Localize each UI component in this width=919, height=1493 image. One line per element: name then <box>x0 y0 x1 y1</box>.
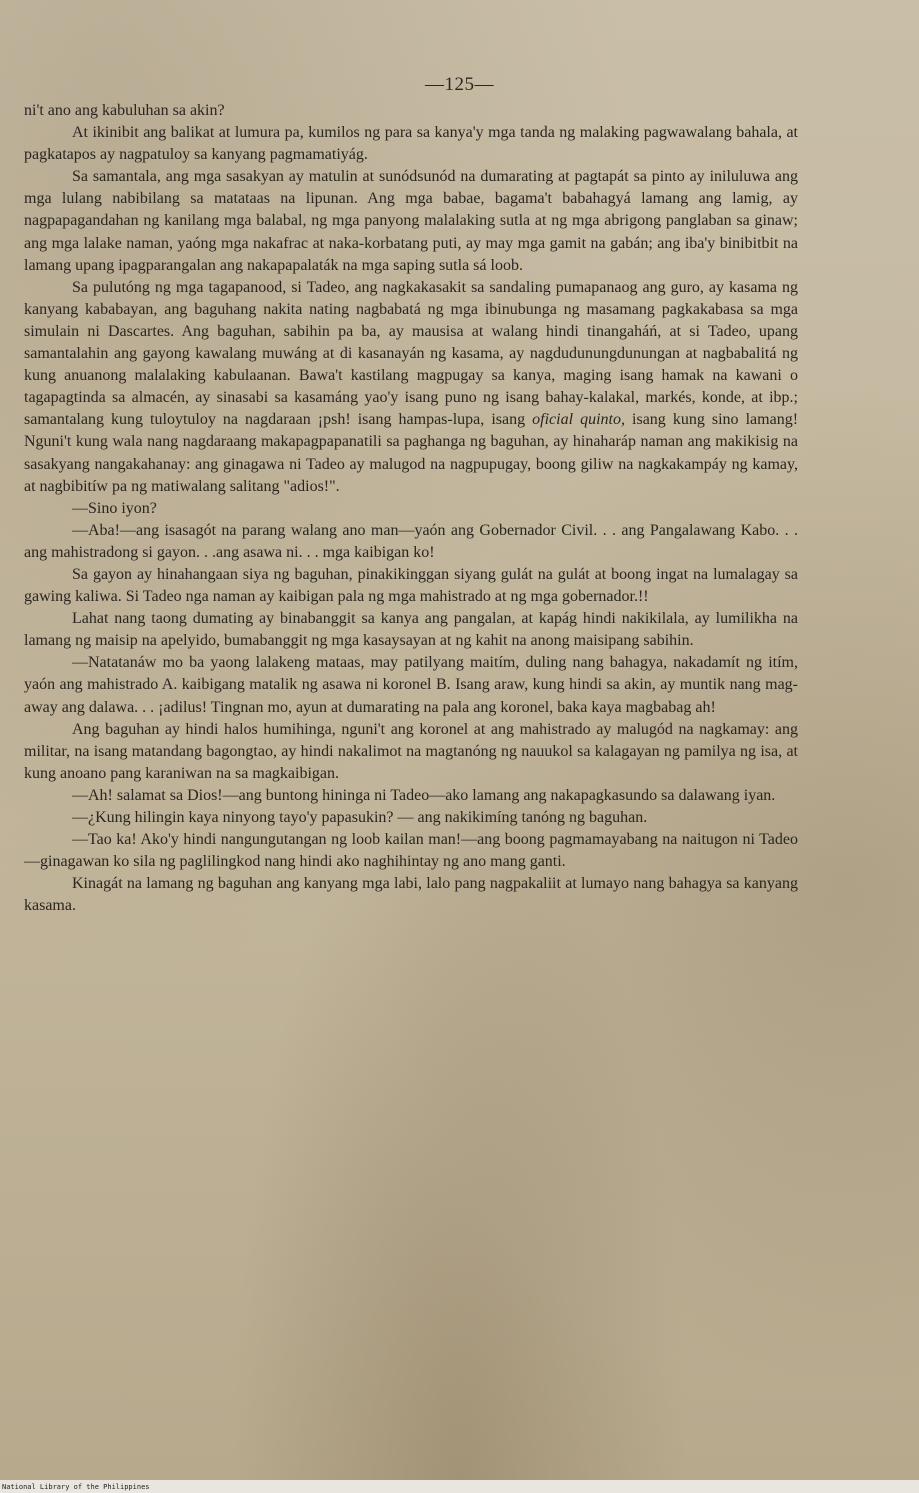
paragraph: ni't ano ang kabuluhan sa akin? <box>24 102 225 119</box>
paragraph: Sa samantala, ang mga sasakyan ay matulin at sunódsunód na dumarating at pagtapát sa pinto ay iniluluwa ang mga lulang nabibilang sa matataas na lipunan. Ang mga babae, bagama't babahagyá lamang ang lamig, ay nagpapagandahan ng kanilang mga balabal, ng mga panyong malalaking sutla at ng mga abrigong panglaban sa ginaw; ang mga lalake naman, yaóng mga nakafrac at naka-korbatang puti, ay may mga gamit na gabán; ang iba'y binibitbit na lamang upang ipagparangalan ang nakapapalaták na mga saping sutla sá loob. <box>24 168 798 274</box>
paragraph: —Natatanáw mo ba yaong lalakeng mataas, may patilyang maitím, duling nang bahagya, nakadamít ng itím, yaón ang mahistrado A. kaibigang matalik ng asawa ni koronel B. Isang araw, kung hindi sa akin, ay muntik nang mag-away ang dalawa. . . ¡adilus! Tingnan mo, ayun at dumarating na pala ang koronel, baka kaya magbabag ah! <box>24 654 798 716</box>
paragraph: —Aba!—ang isasagót na parang walang ano man—yaón ang Gobernador Civil. . . ang Pangalawang Kabo. . . ang mahistradong si gayon. . .ang asawa ni. . . mga kaibigan ko! <box>24 521 798 561</box>
paragraph: Sa gayon ay hinahangaan siya ng baguhan, pinakikinggan siyang gulát na gulát at boong ingat na lumalagay sa gawing kaliwa. Si Tadeo nga naman ay kaibigan pala ng mga mahistrado at ng mga gobernador.!! <box>24 565 798 606</box>
paragraph <box>24 277 798 498</box>
paragraph: —Sino iyon? <box>72 499 157 517</box>
paragraph: —Tao ka! Ako'y hindi nangungutangan ng loob kailan man!—ang boong pagmamayabang na naitugon ni Tadeo—ginagawan ko sila ng paglilingkod nang hindi ako naghihintay ng ano mang ganti. <box>24 831 798 871</box>
body-text <box>24 100 798 917</box>
paragraph: At ikinibit ang balikat at lumura pa, kumilos ng para sa kanya'y mga tanda ng malaking pagwawalang bahala, at pagkatapos ay nagpatuloy sa kanyang pagmamatiyág. <box>24 124 798 164</box>
paragraph: Kinagát na lamang ng baguhan ang kanyang mga labi, lalo pang nagpakaliit at lumayo nang bahagya sa kanyang kasama. <box>24 875 798 915</box>
italic-term: oficial quinto, <box>532 411 625 429</box>
paragraph: Lahat nang taong dumating ay binabanggit sa kanya ang pangalan, at kapág hindi nakikilala, ay lumilikha na lamang ng maisip na apelyido, bumabanggit ng mga kasaysayan at ng kahit na anong maisipang sabihin. <box>24 610 798 650</box>
paragraph: —Ah! salamat sa Dios!—ang buntong hininga ni Tadeo—ako lamang ang nakapagkasundo sa dalawang iyan. <box>72 786 776 804</box>
page-number: —125— <box>425 74 494 95</box>
paragraph: —¿Kung hilingin kaya ninyong tayo'y papasukin? — ang nakikimíng tanóng ng baguhan. <box>72 809 648 826</box>
paragraph: Ang baguhan ay hindi halos humihinga, nguni't ang koronel at ang mahistrado ay malugód na nagkamay: ang militar, na isang matandang bagongtao, ay hindi nakalimot na magtanóng ng nauukol sa kalagayan ng pamilya ng isa, at kung anoano pang karaniwan na sa magkaibigan. <box>24 720 798 782</box>
paragraph-text: isang kung sino lamang! Nguni't kung wala nang nagdaraang makapagpapanatili sa paghanga ng baguhan, ay hinaharáp naman ang makikisig na sasakyang nangakahanay: ang ginagawa ni Tadeo ay malugod na nagpupugay, boong giliw na nagkakampáy ng kamay, at nagbibitíw pa ng matiwalang salitang "adios!". <box>24 411 799 495</box>
paragraph-text: Sa pulutóng ng mga tagapanood, si Tadeo, ang nagkakasakit sa sandaling pumapanaog ang guro, ay kasama ng kanyang kababayan, ang baguhang nakita nating nagbabatá ng mga ibinubunga ng masamang pagkakabasa sa mga simulain ni Dascartes. Ang baguhan, sabihin pa ba, ay mausisa at walang hindi tinangaháń, at si Tadeo, upang samantalahin ang gayong kawalang muwáng at di kasanayán ng kasama, ay nagdudunungdunungan at nagbabalitá ng kung anuanong malalaking kabulaanan. Bawa't kastilang magpugay sa kanya, maging isang hamak na kawani o tagapagtinda sa almacén, ay sinasabi sa kasamáng yao'y isang puno ng isang bahay-kalakal, markés, konde, at ibp.; samantalang kung tuloytuloy na nagdaraan ¡psh! isang hampas-lupa, isang <box>24 278 798 429</box>
footer-credit: National Library of the Philippines <box>2 1483 150 1491</box>
